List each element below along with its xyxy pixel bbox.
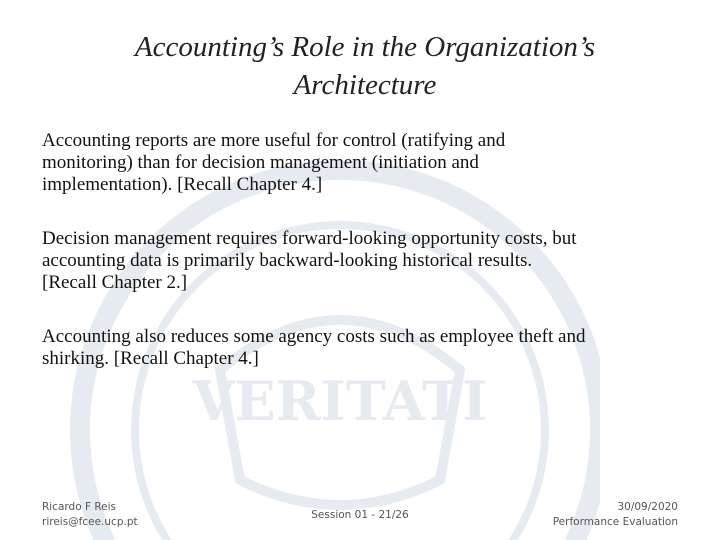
slide-title (80, 28, 650, 104)
paragraph-line: monitoring) than for decision management (initiation and (42, 152, 479, 173)
paragraph-line: shirking. [Recall Chapter 4.] (42, 348, 259, 369)
slide-body (42, 130, 702, 402)
paragraph-decision-management (42, 228, 702, 294)
paragraph-line: Accounting reports are more useful for control (ratifying and (42, 130, 506, 151)
author-name: Ricardo F Reis (42, 501, 117, 513)
session-label: Session 01 - 21/26 (311, 509, 409, 521)
footer-author (42, 500, 138, 530)
paragraph-line: Accounting also reduces some agency costs such as employee theft and (42, 326, 586, 347)
title-line: Accounting’s Role in the Organization’s (134, 31, 596, 63)
date-label: 30/09/2020 (617, 501, 678, 513)
paragraph-control (42, 130, 702, 196)
course-label: Performance Evaluation (552, 516, 678, 528)
footer-session (300, 508, 420, 523)
author-email: rireis@fcee.ucp.pt (42, 516, 138, 528)
paragraph-line: Decision management requires forward-looking opportunity costs, but (42, 228, 577, 249)
paragraph-line: [Recall Chapter 2.] (42, 272, 188, 293)
footer-date-course (553, 500, 678, 530)
title-line: Architecture (293, 69, 437, 101)
seal-motto: VERITATI (192, 369, 488, 433)
paragraph-agency-costs (42, 326, 702, 370)
paragraph-line: accounting data is primarily backward-looking historical results. (42, 250, 533, 271)
paragraph-line: implementation). [Recall Chapter 4.] (42, 174, 323, 195)
